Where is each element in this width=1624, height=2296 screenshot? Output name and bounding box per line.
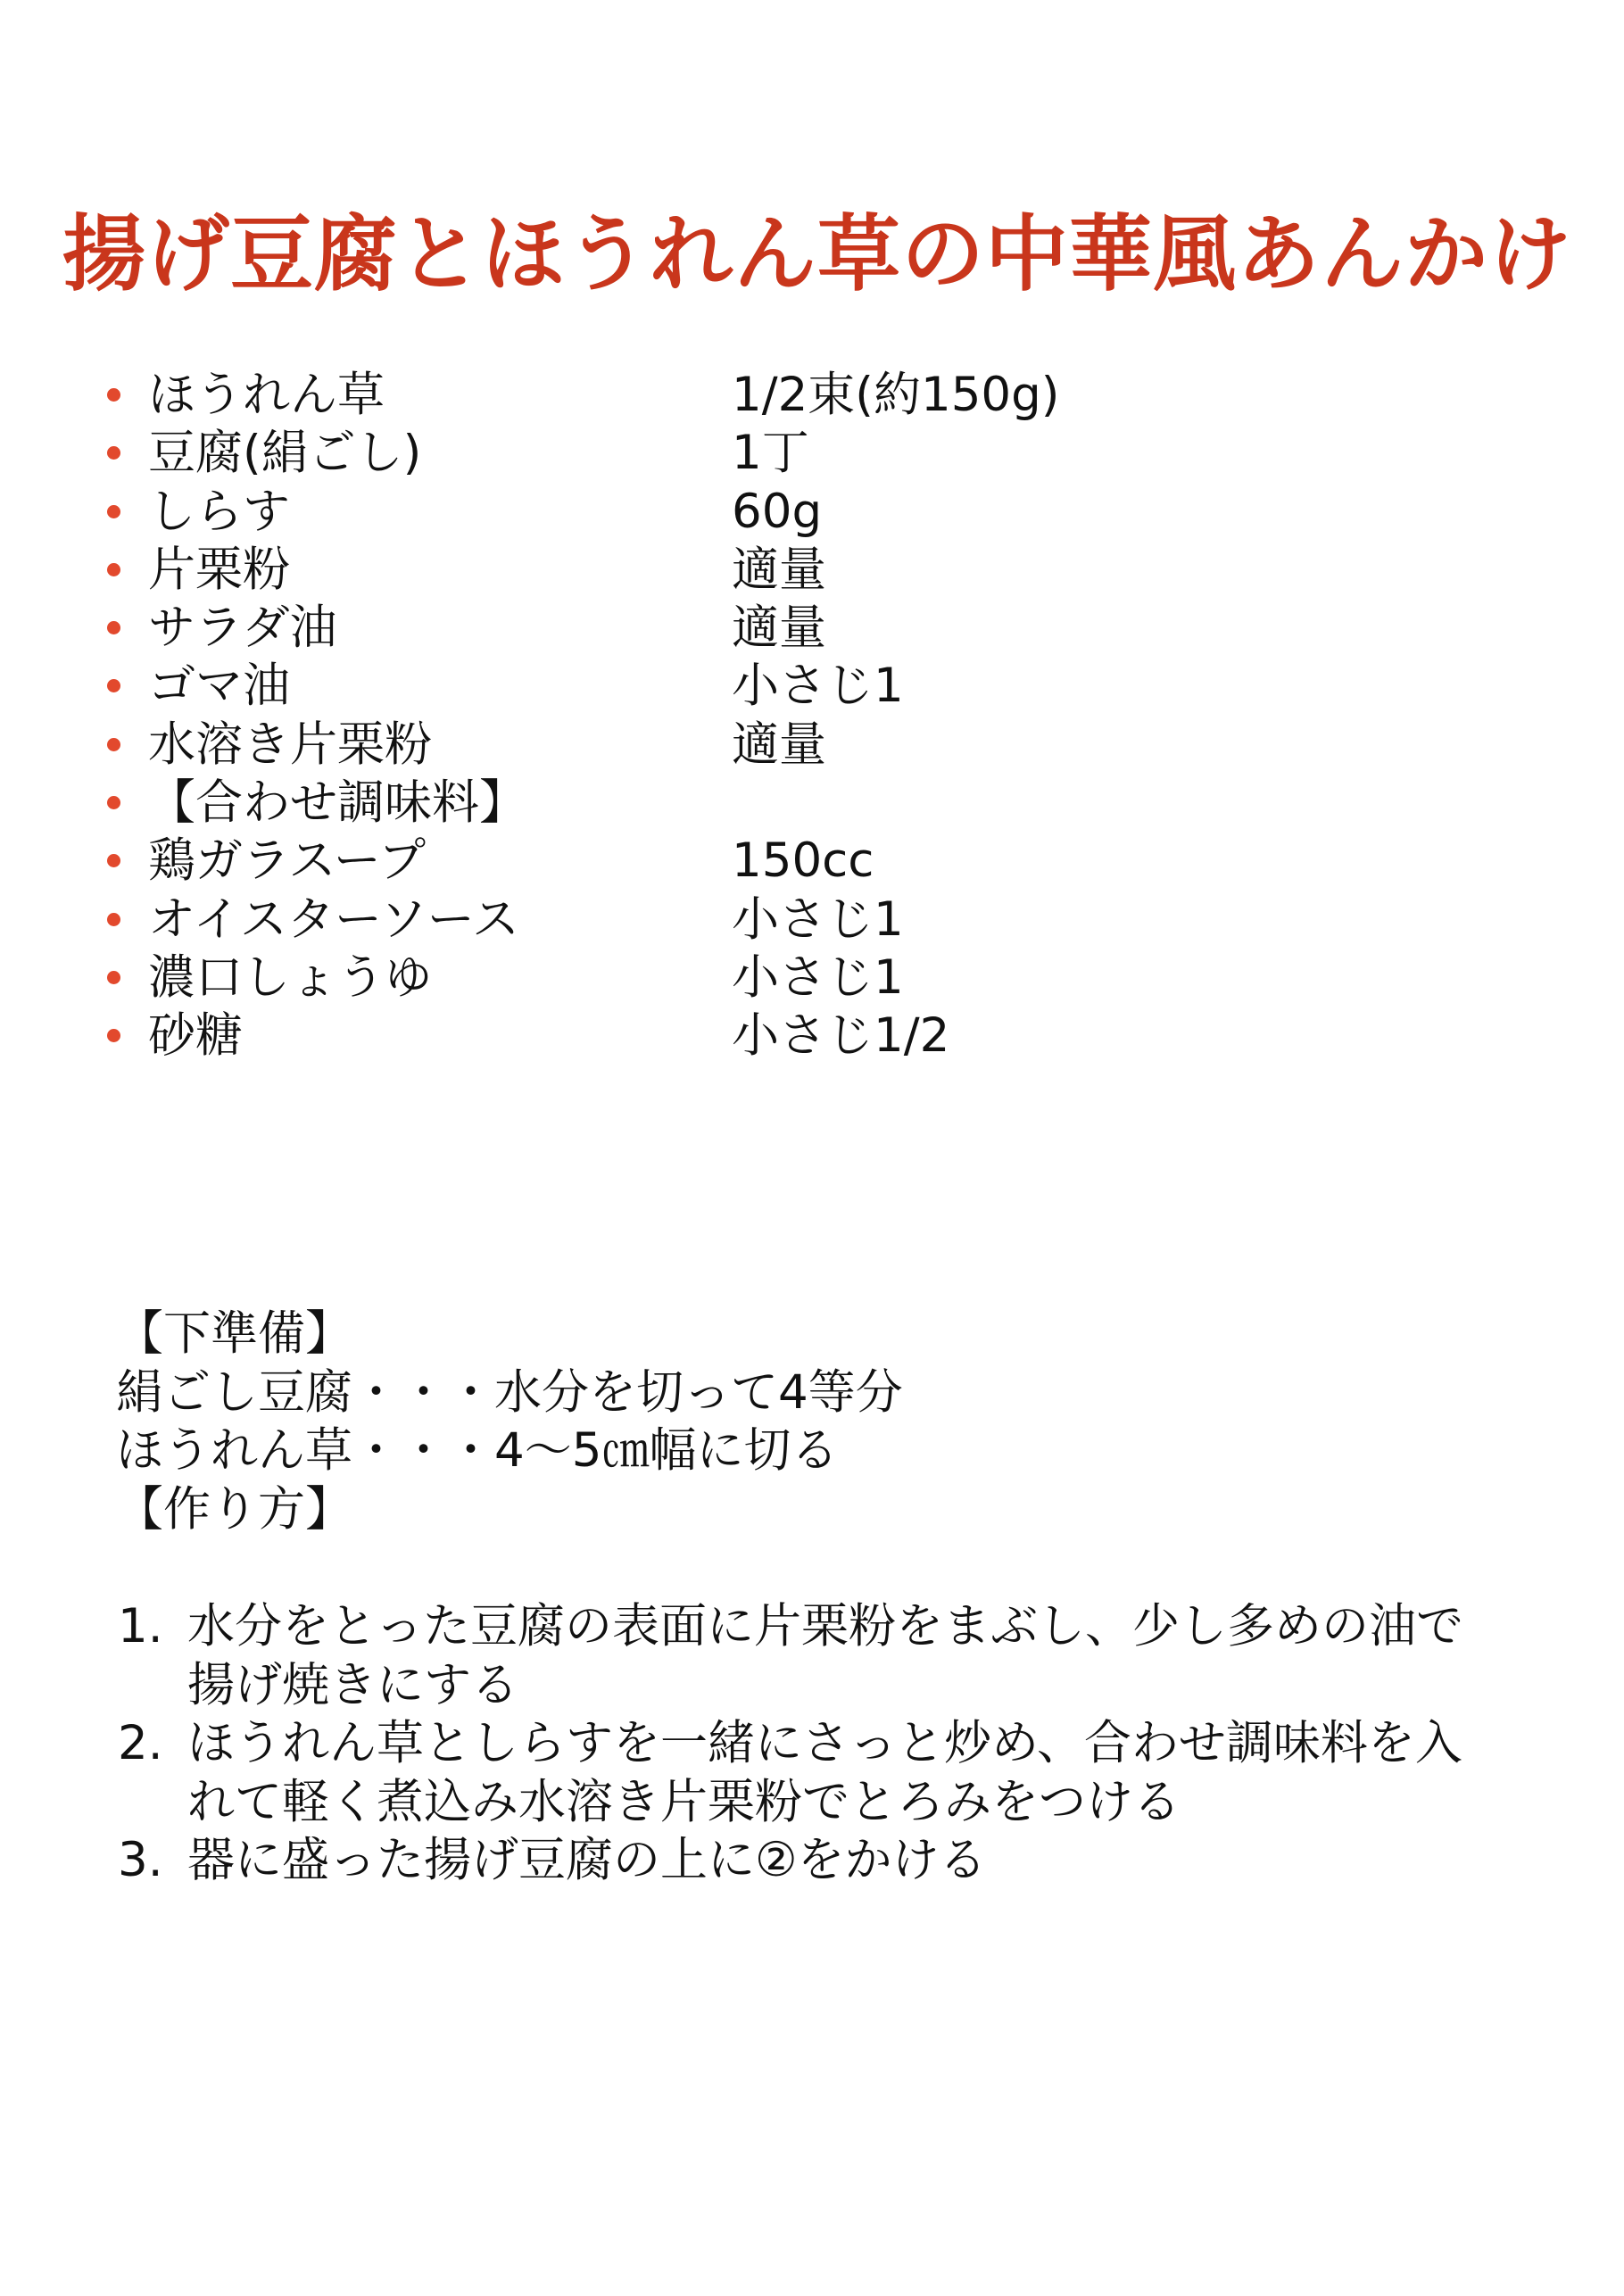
ingredient-amount: 小さじ1 bbox=[732, 949, 904, 1005]
ingredient-name: 鶏ガラスープ bbox=[148, 833, 427, 889]
ingredient-amount: 1丁 bbox=[732, 426, 809, 481]
ingredient-amount: 適量 bbox=[732, 542, 826, 597]
bullet-icon bbox=[107, 971, 120, 984]
preparation-section bbox=[116, 1305, 903, 1538]
bullet-icon bbox=[107, 505, 120, 518]
step-number: 1. bbox=[118, 1599, 163, 1654]
ingredient-amount: 1/2束(約150g) bbox=[732, 368, 1060, 422]
ingredient-name: ゴマ油 bbox=[148, 659, 290, 714]
bullet-icon bbox=[107, 563, 120, 576]
bullet-icon bbox=[107, 621, 120, 634]
preparation-line: ほうれん草・・・4～5㎝幅に切る bbox=[116, 1423, 839, 1478]
ingredient-name: 豆腐(絹ごし) bbox=[148, 426, 422, 481]
step-number: 2. bbox=[118, 1716, 163, 1770]
bullet-icon bbox=[107, 854, 120, 867]
ingredient-amount: 適量 bbox=[732, 601, 826, 656]
ingredient-amount: 60g bbox=[732, 484, 823, 539]
ingredient-amount: 小さじ1 bbox=[732, 659, 904, 714]
step-item bbox=[116, 1597, 1463, 1714]
bullet-icon bbox=[107, 1029, 120, 1042]
step-text: ほうれん草としらすを一緒にさっと炒め、合わせ調味料を入 bbox=[187, 1716, 1462, 1770]
ingredient-name: 濃口しょうゆ bbox=[148, 949, 432, 1005]
ingredient-amount: 150cc bbox=[732, 833, 874, 889]
step-text: 揚げ焼きにする bbox=[187, 1657, 518, 1712]
recipe-title: 揚げ豆腐とほうれん草の中華風あんかけ bbox=[62, 206, 1572, 303]
bullet-icon bbox=[107, 796, 120, 809]
preparation-line: 絹ごし豆腐・・・水分を切って4等分 bbox=[116, 1364, 903, 1420]
bullet-icon bbox=[107, 388, 120, 402]
method-steps bbox=[116, 1597, 1463, 1890]
step-text: れて軽く煮込み水溶き片栗粉でとろみをつける bbox=[187, 1774, 1181, 1829]
bullet-icon bbox=[107, 679, 120, 692]
ingredient-amount: 小さじ1/2 bbox=[732, 1008, 950, 1064]
ingredient-name: サラダ油 bbox=[148, 601, 337, 656]
ingredient-name: オイスターソース bbox=[148, 891, 520, 947]
step-item bbox=[116, 1831, 1463, 1890]
step-text: 水分をとった豆腐の表面に片栗粉をまぶし、少し多めの油で bbox=[187, 1599, 1463, 1654]
seasoning-group-heading: 【合わせ調味料】 bbox=[148, 775, 526, 831]
step-number: 3. bbox=[118, 1833, 163, 1887]
ingredient-name: 水溶き片栗粉 bbox=[148, 717, 432, 772]
method-heading: 【作り方】 bbox=[116, 1481, 352, 1537]
ingredient-name: しらす bbox=[148, 484, 290, 539]
preparation-heading: 【下準備】 bbox=[116, 1306, 352, 1361]
bullet-icon bbox=[107, 738, 120, 751]
ingredient-name: 片栗粉 bbox=[148, 542, 290, 597]
ingredient-amount: 小さじ1 bbox=[732, 891, 904, 947]
ingredient-name: ほうれん草 bbox=[148, 368, 385, 422]
ingredient-amount: 適量 bbox=[732, 717, 826, 772]
step-text: 器に盛った揚げ豆腐の上に②をかける bbox=[187, 1833, 987, 1887]
ingredient-name: 砂糖 bbox=[148, 1008, 243, 1064]
bullet-icon bbox=[107, 913, 120, 926]
step-item bbox=[116, 1714, 1463, 1831]
bullet-icon bbox=[107, 446, 120, 460]
